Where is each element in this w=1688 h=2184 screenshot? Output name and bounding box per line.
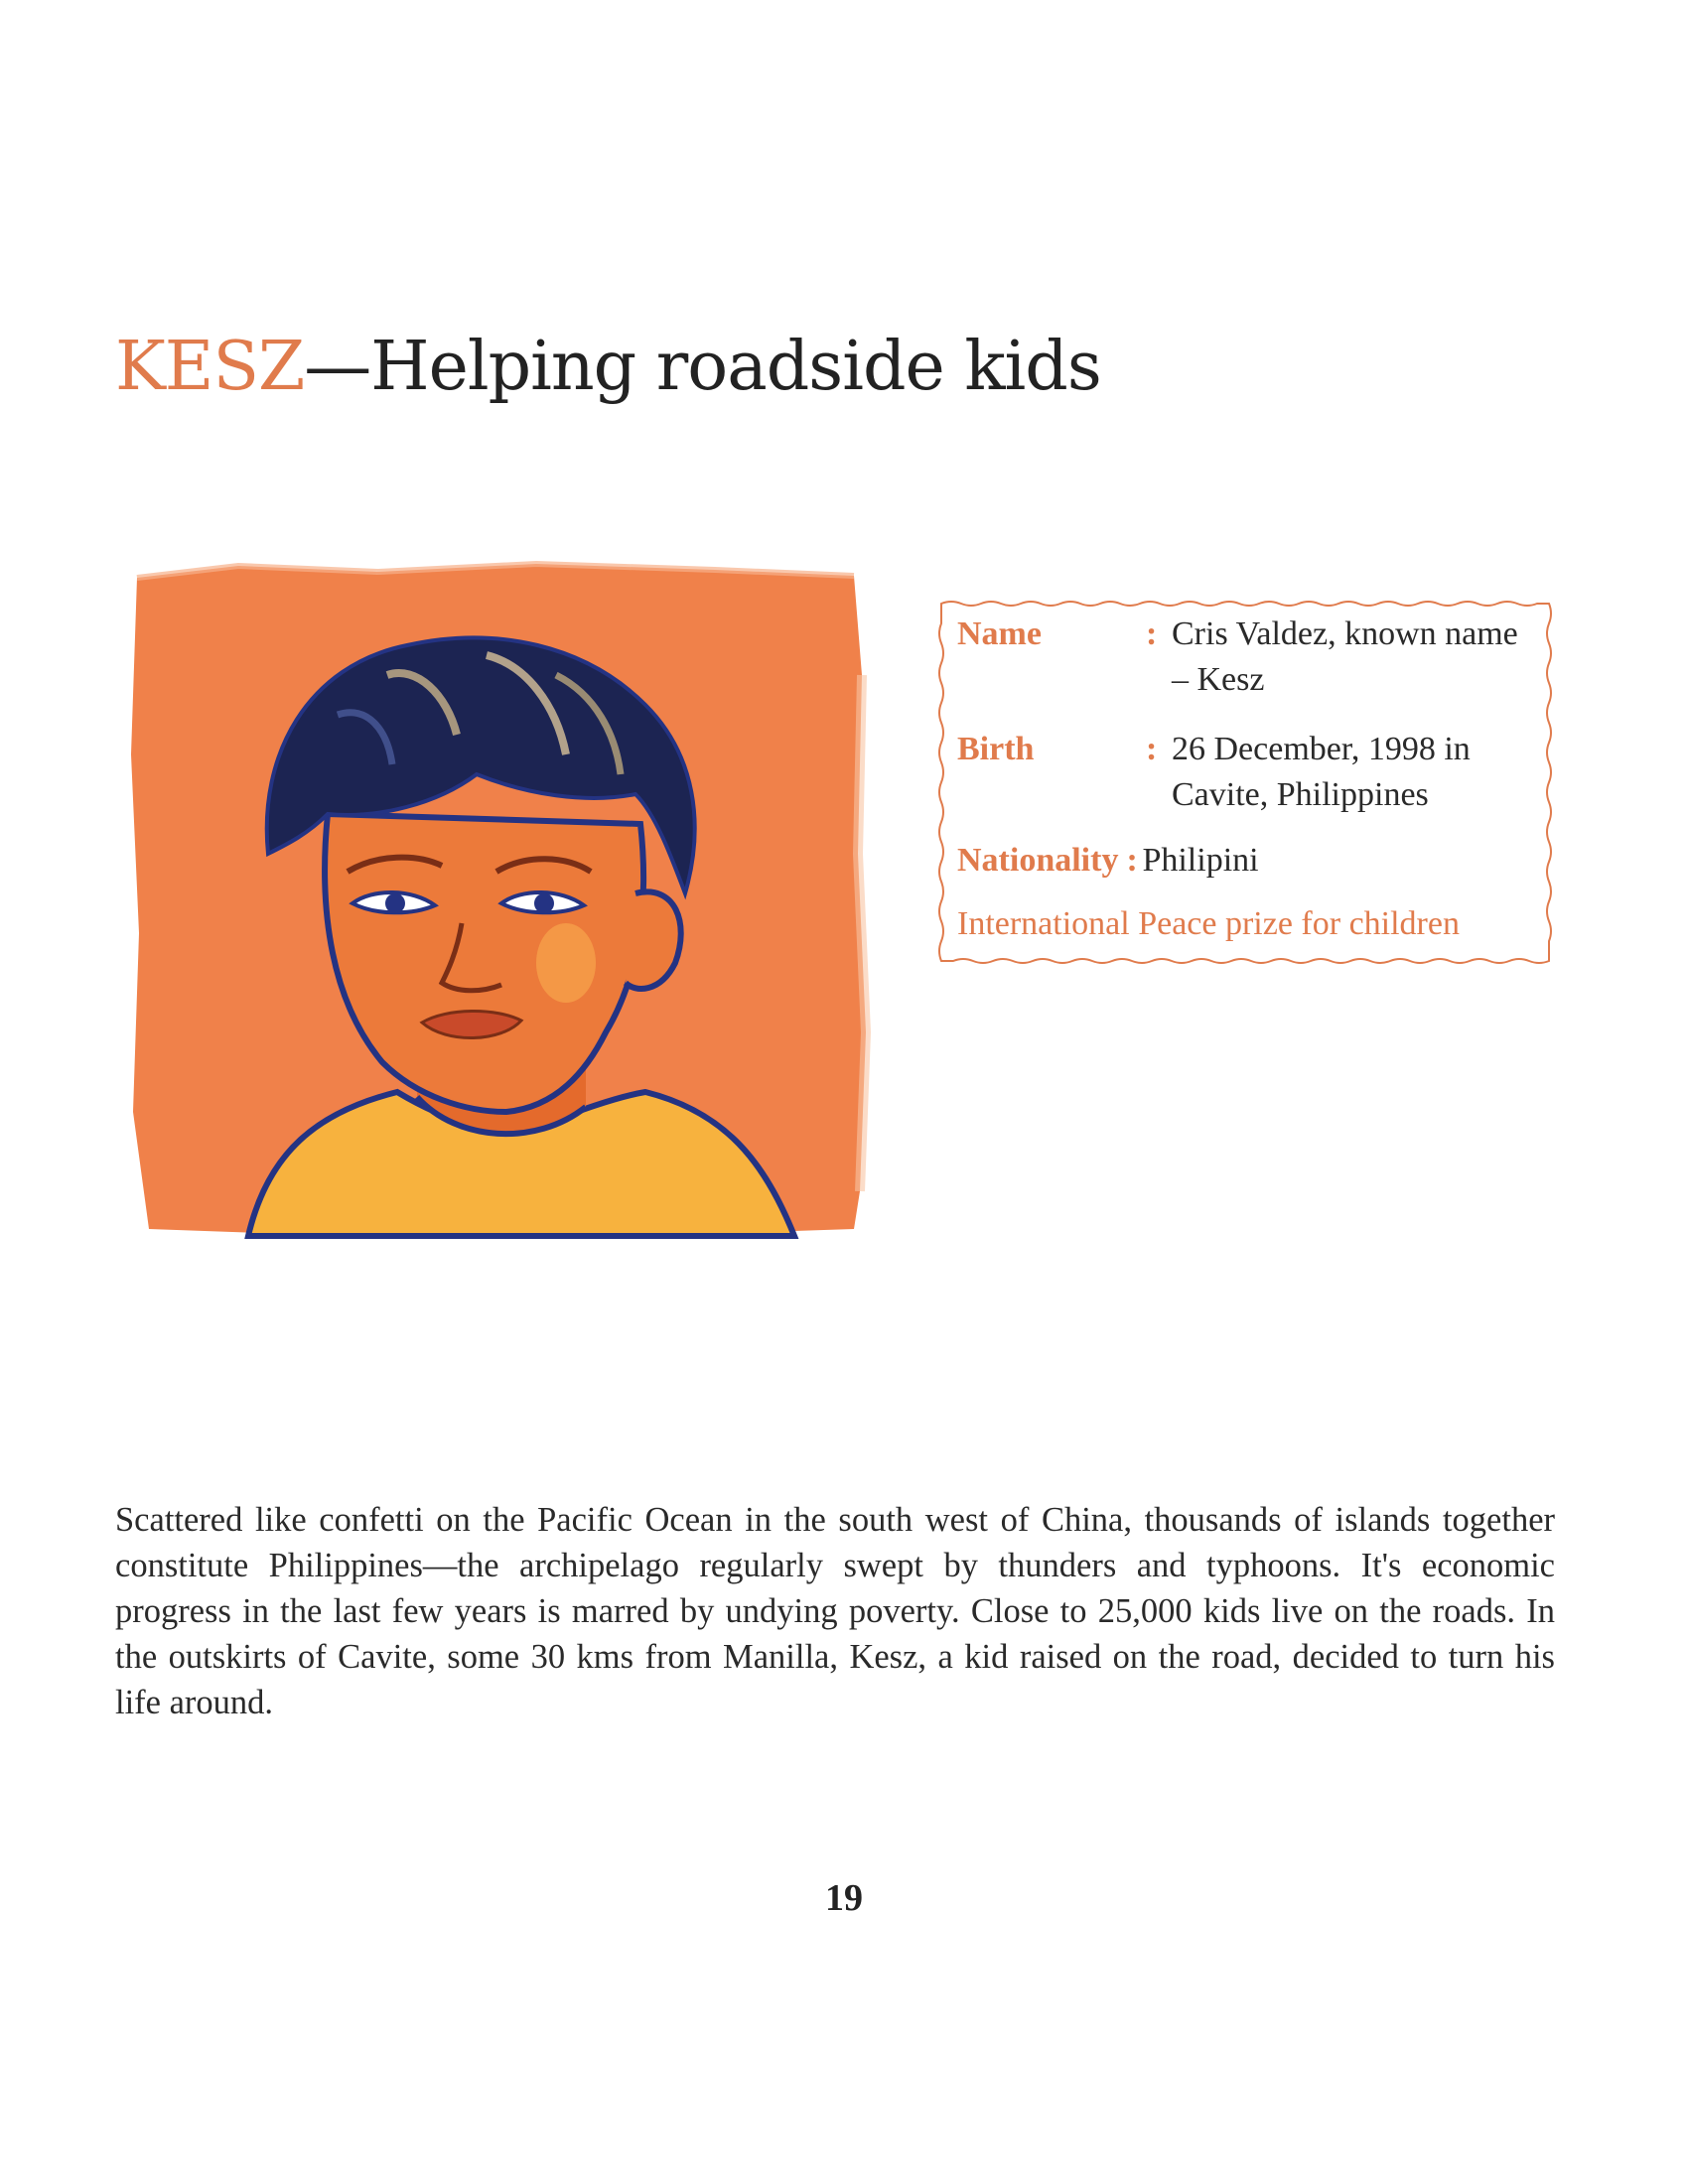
info-row-name [957,612,1549,703]
info-value-line: 26 December, 1998 in [1172,731,1471,767]
info-colon: : [1126,842,1138,879]
info-value-line: Cris Valdez, known name [1172,615,1518,652]
info-key-birth: Birth [957,731,1035,767]
info-key-nationality: Nationality [957,842,1119,879]
title-accent: KESZ [115,328,305,406]
info-value-name [1172,612,1549,703]
info-row-nationality [957,838,1519,884]
info-value-birth [1172,727,1549,818]
info-colon: : [1146,731,1158,767]
info-colon: : [1146,615,1158,652]
info-row-birth [957,727,1549,818]
info-key-name: Name [957,615,1042,652]
title-rest: —Helping roadside kids [304,328,1101,406]
body-paragraph: Scattered like confetti on the Pacific Ocean in the south west of China, thousands of islands together constitute Philippines—the archipelago regularly swept by thunders and typhoons. It's economic progress in the last few years is marred by undying poverty. Close to 25,000 kids live on the roads. In the outskirts of Cavite, some 30 kms from Manilla, Kesz, a kid raised on the road, decided to turn his life around. [115,1501,1555,1721]
page-number: 19 [825,1877,863,1919]
profile-infobox [937,600,1553,965]
info-value-line: – Kesz [1172,661,1265,698]
award-line: International Peace prize for children [957,905,1460,942]
info-value-nationality: Philipini [1142,842,1259,879]
painted-boy-portrait-icon [119,556,874,1241]
page-title [115,328,1101,406]
info-value-line: Cavite, Philippines [1172,776,1429,813]
portrait-illustration [119,556,874,1241]
